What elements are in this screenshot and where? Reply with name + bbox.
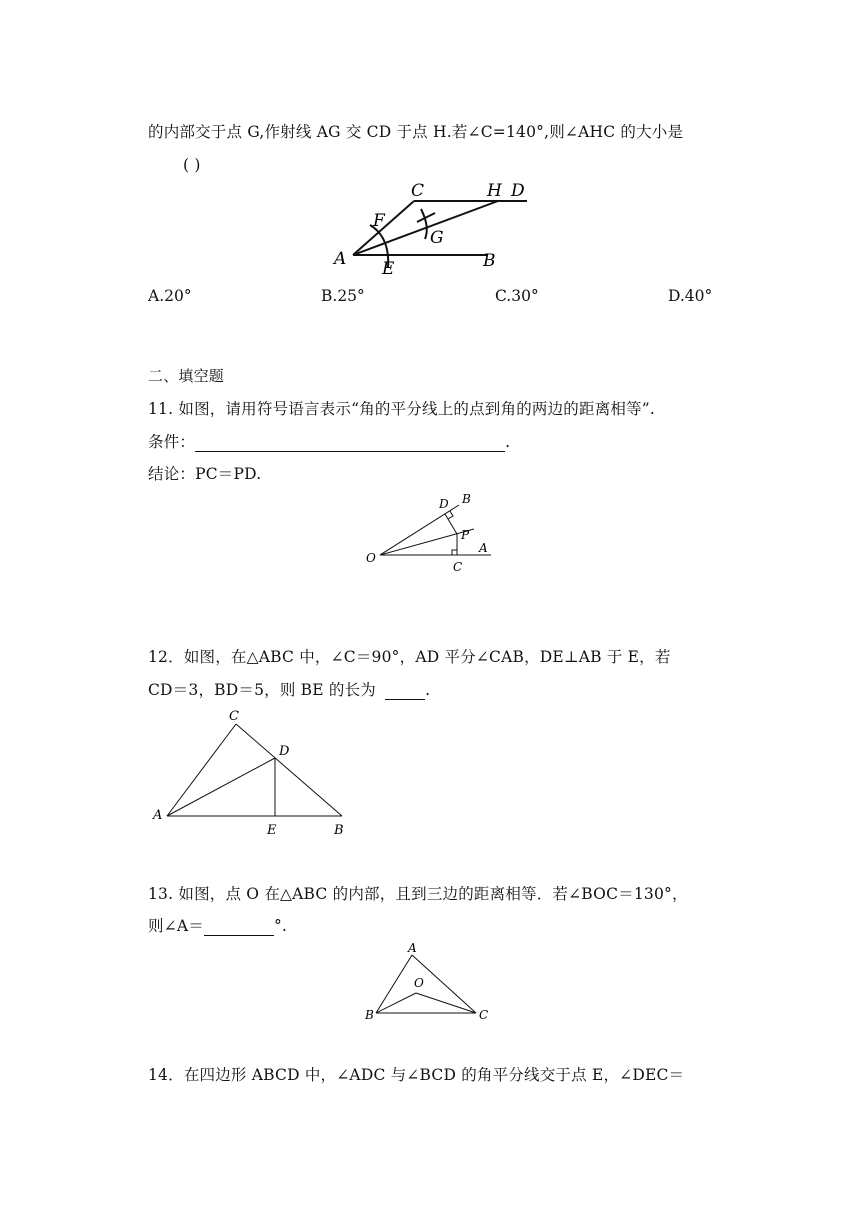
q12-label-e: E (267, 823, 277, 838)
q10-label-a: A (334, 249, 347, 269)
q12-line2 (148, 678, 430, 700)
q12-label-c: C (229, 709, 239, 724)
q11-figure (362, 488, 497, 576)
q13-answer-blank (204, 919, 274, 936)
section-title: 二、填空题 (148, 367, 225, 385)
q12-segment-ac (167, 724, 236, 816)
q11-condition-label: 条件： (148, 433, 196, 451)
q11-label-d: D (439, 497, 449, 511)
q10-label-c: C (411, 181, 425, 201)
q10-option-d: D.40° (668, 287, 713, 305)
q11-condition-line (148, 430, 510, 452)
q11-label-p: P (461, 528, 470, 542)
q11-conclusion: 结论：PC＝PD. (148, 465, 262, 483)
q11-label-a: A (479, 541, 488, 555)
q11-right-angle-d (448, 511, 453, 519)
q13-line2-pre: 则∠A＝ (148, 917, 204, 935)
q13-segment-oc (416, 993, 476, 1013)
q13-line1: 13. 如图，点 O 在△ABC 的内部，且到三边的距离相等．若∠BOC＝130°， (148, 885, 688, 903)
q13-line2-post: °. (273, 917, 288, 935)
q10-label-e: E (382, 259, 395, 279)
q11-condition-blank (195, 435, 505, 452)
q12-label-d: D (279, 744, 290, 759)
q10-stem-tail: 的内部交于点 G,作射线 AG 交 CD 于点 H.若∠C=140°,则∠AHC 的大小是 (148, 123, 684, 141)
q12-label-a: A (153, 808, 163, 823)
q10-label-d: D (511, 181, 525, 201)
q12-line1: 12．如图，在△ABC 中，∠C＝90°，AD 平分∠CAB，DE⊥AB 于 E，若 (148, 648, 671, 666)
q11-label-o: O (366, 551, 376, 565)
q13-figure (362, 940, 497, 1025)
q14-line1: 14．在四边形 ABCD 中，∠ADC 与∠BCD 的角平分线交于点 E，∠DEC＝ (148, 1066, 685, 1084)
q11-ray-ob (380, 505, 459, 555)
q10-label-f: F (373, 211, 385, 231)
q10-option-a: A.20° (148, 287, 192, 305)
q12-segment-ad (167, 758, 275, 816)
q11-right-angle-c (452, 550, 457, 555)
q11-label-b: B (462, 492, 471, 506)
q10-label-g: G (430, 228, 444, 248)
q10-label-b: B (483, 251, 496, 271)
q10-arc-g2 (421, 209, 427, 239)
q12-answer-blank (385, 683, 425, 700)
q13-label-b: B (365, 1008, 374, 1022)
q11-bisector (380, 529, 474, 555)
q11-condition-end: . (505, 433, 511, 451)
q10-option-b: B.25° (321, 287, 365, 305)
q10-option-c: C.30° (495, 287, 539, 305)
q13-label-o: O (414, 976, 424, 990)
q11-label-c: C (453, 560, 463, 574)
q12-label-b: B (334, 823, 344, 838)
q10-label-h: H (487, 181, 502, 201)
q11-stem: 11. 如图，请用符号语言表示“角的平分线上的点到角的两边的距离相等”. (148, 400, 656, 418)
q13-label-a: A (408, 941, 417, 955)
q13-label-c: C (479, 1008, 489, 1022)
q12-line2-pre: CD＝3，BD＝5，则 BE 的长为 (148, 681, 376, 699)
q10-figure (320, 175, 550, 280)
q12-line2-post: . (425, 681, 431, 699)
q12-figure (148, 703, 358, 838)
q10-answer-paren: ( ) (183, 156, 201, 174)
q13-line2 (148, 914, 287, 936)
